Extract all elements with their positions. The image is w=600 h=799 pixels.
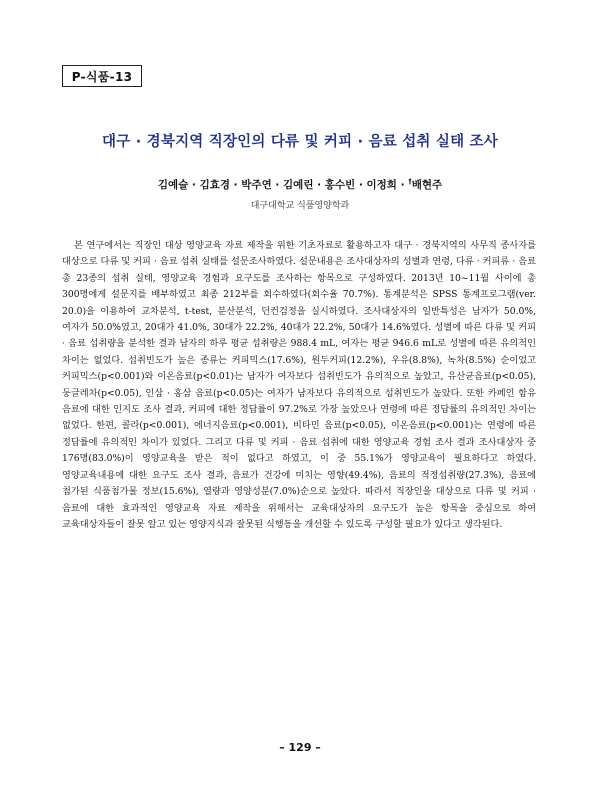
author-list	[0, 177, 600, 192]
corresponding-author: 배현주	[411, 179, 443, 191]
authors-main: 김예슬 · 김효경 · 박주연 · 김예린 · 홍수빈 · 이정희 ·	[157, 179, 409, 191]
session-code: P-식품-13	[71, 69, 133, 84]
affiliation: 대구대학교 식품영양학과	[250, 201, 350, 211]
paper-title: 대구 · 경북지역 직장인의 다류 및 커피 · 음료 섭취 실태 조사	[102, 134, 498, 150]
abstract-body: 본 연구에서는 직장인 대상 영양교육 자료 제작을 위한 기초자료로 활용하고자 대구 · 경북지역의 사무직 종사자를 대상으로 다류 및 커피 · 음료 섭취 실태를 설문조사하였다. 설문내용은 조사대상자의 성별과 연령, 다류 · 커피류 · 음료 총 23종의 섭취 실태, 영양교육 경험과 요구도를 조사하는 항목으로 구성하였다. 2013년 10~11월 사이에 총 300명에게 설문지를 배부하였고 최종 212부를 회수하였다(회수율 70.7%). 통계분석은 SPSS 통계프로그램(ver. 20.0)을 이용하여 교차분석, t-test, 분산분석, 던컨검정을 실시하였다. 조사대상자의 일반특성은 남자가 50.0%, 여자가 50.0%였고, 20대가 41.0%, 30대가 22.2%, 40대가 22.2%, 50대가 14.6%였다. 성별에 따른 다류 및 커피 · 음료 섭취량을 분석한 결과 남자의 하루 평균 섭취량은 988.4 mL, 여자는 평균 946.6 mL로 성별에 따른 유의적인 차이는 없었다. 섭취빈도가 높은 종류는 커피믹스(17.6%), 원두커피(12.2%), 우유(8.8%), 녹차(8.5%) 순이었고 커피믹스(p<0.001)와 이온음료(p<0.01)는 남자가 여자보다 섭취빈도가 유의적으로 높았고, 유산균음료(p<0.05), 둥글레차(p<0.05), 인삼 · 홍삼 음료(p<0.05)는 여자가 남자보다 유의적으로 섭취빈도가 높았다. 또한 카페인 함유 음료에 대한 인지도 조사 결과, 커피에 대한 정답률이 97.2%로 가장 높았으나 연령에 따른 정답률의 유의적인 차이는 없었다. 한편, 콜라(p<0.001), 에너지음료(p<0.001), 비타민 음료(p<0.05), 이온음료(p<0.001)는 연령에 따른 정답률에 유의적인 차이가 있었다. 그리고 다류 및 커피 · 음료 섭취에 대한 영양교육 경험 조사 결과 조사대상자 중 176명(83.0%)이 영양교육을 받은 적이 없다고 하였고, 이 중 55.1%가 영양교육이 필요하다고 하였다. 영양교육내용에 대한 요구도 조사 결과, 음료가 건강에 미치는 영향(49.4%), 음료의 적정섭취량(27.3%), 음료에 첨가된 식품첨가물 정보(15.6%), 열량과 영양성분(7.0%)순으로 높았다. 따라서 직장인을 대상으로 다류 및 커피 · 음료에 대한 효과적인 영양교육 자료 제작을 위해서는 교육대상자의 요구도가 높은 항목을 중심으로 하여 교육대상자들이 잘못 알고 있는 영양지식과 잘못된 식행동을 개선할 수 있도록 구성할 필요가 있다고 생각된다.	[62, 240, 536, 530]
corresponding-mark: †	[408, 177, 412, 186]
page-number: – 129 –	[279, 741, 321, 754]
session-code-box	[62, 65, 142, 87]
